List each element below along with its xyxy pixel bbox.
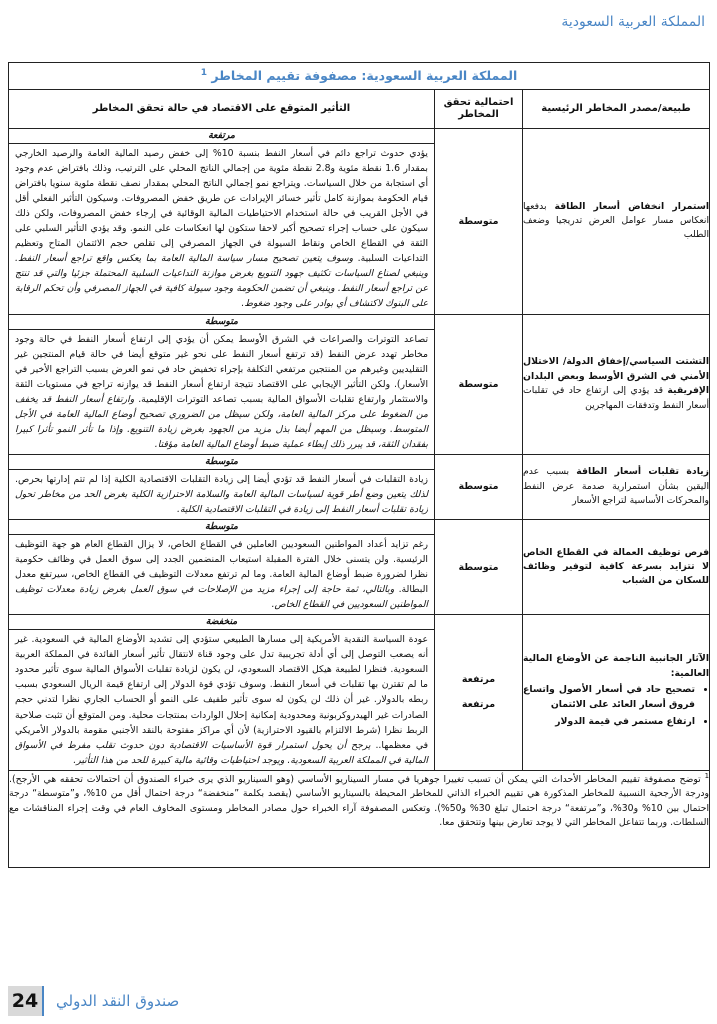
risk-likelihood: متوسطة [435, 314, 523, 454]
risk-impact [9, 129, 435, 315]
table-row [9, 314, 710, 454]
risk-likelihood [435, 615, 523, 770]
risk-bullets [523, 683, 709, 729]
table-row [9, 454, 710, 519]
footnote-text: توضح مصفوفة تقييم المخاطر الأحداث التي يمكن أن تسبب تغييرا جوهريا في مسار السيناريو الأساسي (وهو السيناريو الذي يرى خبراء الصندوق أن احتمالات تحققه هي الأرجح). ودرجة الأرجحية النسبية للمخاطر المذكورة هي تقييم الخبراء الذاتي للمخاطر المحيطة بالسيناريو الأساسي (يقصد بكلمة ”منخفضة“ درجة احتمال أقل من 10%، و”متوسطة“ درجة احتمال بين 10% و30%، و”مرتفعة“ درجة احتمال تبلغ 30% و50%). وتعكس المصفوفة آراء الخبراء حول مصادر المخاطر ومستوى المخاوف العام في وقت إجراء المناقشات مع السلطات. وربما تتفاعل المخاطر التي لا يوجد تعارض بينها وتتحقق معا. [9, 773, 710, 828]
risk-source [523, 520, 710, 615]
impact-level: متوسطة [9, 455, 434, 470]
footer-org: صندوق النقد الدولي [56, 992, 180, 1010]
risk-source [523, 615, 710, 770]
risk-title: فرص توظيف العمالة في القطاع الخاص لا تتزايد بسرعة كافية لتوفير وظائف للسكان من الشباب [523, 546, 710, 587]
impact-policy: يرجح أن يحول استمرار قوة الأساسيات الاقتصادية دون حدوث تقلب مفرط في الأسواق المالية في المملكة العربية السعودية. ويوجد احتياطيات وقائية مالية كبيرة للحد من هذا التأثير. [15, 739, 429, 766]
header-source: طبيعة/مصدر المخاطر الرئيسية [523, 90, 710, 129]
page-number: 24 [8, 986, 44, 1016]
impact-text: عودة السياسة النقدية الأمريكية إلى مسارها الطبيعي ستؤدي إلى تشديد الأوضاع المالية في السعودية. غير أنه يصعب التوصل إلى أي أدلة تجريبية تدل على وجود قناة لانتقال تأثير أسعار الفائدة في المملكة العربية السعودية. فنظرا لطبيعة هيكل الاقتصاد السعودي، لن يكون لزيادة تقلبات الأسواق المالية سوى تأثير محدود ما لم تقترن بها تقلبات في أسعار النفط. وسوف تؤدي قوة الدولار إلى ارتفاع قيمة الريال السعودي بسبب ربطه بالدولار. غير أن ذلك لن يكون له سوى تأثير طفيف على النمو أو الحساب الجاري نظرا لتدني حجم الصادرات غير الهيدروكربونية ومحدودية إمكانية إحلال الواردات بمنتجات محلية. ومن المتوقع أن تثبت صلاحية الربط نظرا (شرط الالتزام بالقيود الاحترازية) لأن أي مراكز مفتوحة بالنقد الأجنبي مقومة بالدولار الأمريكي في معظمها.. [15, 634, 429, 751]
footnote-ref: 1 [200, 68, 208, 79]
risk-likelihood: متوسطة [435, 454, 523, 519]
risk-desc: بدفعها انعكاس مسار عوامل العرض تدريجيا وضعف الطلب [523, 200, 710, 241]
risk-impact [9, 454, 435, 519]
page-header: المملكة العربية السعودية [561, 14, 705, 30]
risk-title: التشتت السياسي/إخفاق الدولة/ الاختلال الأمني في الشرق الأوسط وبعض البلدان الإفريقية [523, 356, 710, 397]
table-row [9, 615, 710, 770]
risk-likelihood: متوسطة [435, 129, 523, 315]
risk-source [523, 314, 710, 454]
impact-text: يؤدي حدوث تراجع دائم في أسعار النفط بنسبة 10% إلى خفض رصيد المالية العامة والرصيد الخارجي بمقدار 1.6 نقطة مئوية و2.8 نقطة مئوية من إجمالي الناتج المحلي على الترتيب، وذلك بافتراض عدم وجود أي استجابة من خلال السياسات. ويتراجع نمو إجمالي الناتج المحلي بمقدار نصف نقطة مئوية سنويا بافتراض قيام الحكومة بموازنة كامل تأثير خسائر الإيرادات عن طريق خفض المصروفات. وسيكون التأثير الفعلي أقل في الأجل القريب في حالة استخدام الاحتياطيات المالية الوقائية في إرجاء خفض المصروفات، ولكن ذلك سيكون على حساب إجراء تصحيح أكبر لاحقا ستكون لها انعكاسات على النمو. وقد يؤدي التأثير السلبي على الثقة في القطاع الخاص ونقاط السيولة في الجهاز المصرفي إلى تقلص حجم الائتمان المتاح وتعظيم التداعيات السلبية. [15, 148, 429, 265]
impact-policy: وبالتالي، ثمة حاجة إلى إجراء مزيد من الإصلاحات في سوق العمل بغرض زيادة معدلات توظيف المواطنين السعوديين في القطاع الخاص. [15, 584, 429, 611]
table-row [9, 520, 710, 615]
risk-impact [9, 520, 435, 615]
risk-desc: بسبب عدم اليقين بشأن استمرارية صدمة عرض النفط والمحركات الأساسية لتراجع الأسعار [523, 466, 710, 507]
list-item: • ارتفاع مستمر في قيمة الدولار [523, 715, 695, 729]
risk-title: زيادة تقلبات أسعار الطاقة [576, 466, 710, 478]
table-row [9, 129, 710, 315]
impact-policy: لذلك يتعين وضع أطر قوية لسياسات المالية العامة والسلامة الاحترازية الكلية بغرض الحد من مخاطر تحول زيادة تقلبات أسعار النفط إلى زيادة في التقلبات الاقتصادية الكلية. [15, 488, 429, 515]
table-title [9, 63, 710, 90]
impact-policy: وسوف يتعين تصحيح مسار سياسة المالية العامة بما يعكس واقع تراجع أسعار النفط. وينبغي لصناع السياسات تكثيف جهود التنويع بغرض موازنة التداعيات السلبية المحتملة جزئيا والتي قد تنتج عن تراجع أسعار النفط. وينبغي أن تضمن الحكومة وجود سيولة كافية في الجهاز المصرفي وأن تحكم الرقابة على البنوك لاكتشاف أي بوادر على وجود ضغوط. [15, 253, 429, 310]
risk-desc: قد يؤدي إلى ارتفاع حاد في تقلبات أسعار النفط وتدفقات المهاجرين [523, 385, 710, 411]
risk-source [523, 129, 710, 315]
impact-level: متوسطة [9, 315, 434, 330]
risk-title: الآثار الجانبية الناجمة عن الأوضاع المالية العالمية: [523, 653, 710, 679]
impact-level: منخفضة [9, 615, 434, 630]
risk-likelihood: متوسطة [435, 520, 523, 615]
likelihood-item: مرتفعة [461, 674, 496, 686]
list-item: • تصحيح حاد في أسعار الأصول واتساع فروق أسعار العائد على الائتمان [523, 683, 695, 712]
impact-text: تصاعد التوترات والصراعات في الشرق الأوسط يمكن أن يؤدي إلى ارتفاع أسعار النفط في حالة وجود مخاطر تهدد عرض النفط (قد ترتفع أسعار النفط على نحو غير متوقع أيضا في حالة قيام المنتجين غير التقليديين وغيرهم من المنتجين مرتفعي التكلفة بإجراء تخفيض حاد في نمو العرض بسبب التراجع الأخير في الأسعار). ولكن التأثير الإيجابي على الاقتصاد نتيجة ارتفاع أسعار النفط قد يوازنه تراجع في مستويات الثقة والاستثمار وارتفاع تقلبات الأسواق المالية بسبب تصاعد التوترات الإقليمية. [15, 333, 429, 405]
risk-title: استمرار انخفاض أسعار الطاقة [554, 200, 710, 212]
risk-source [523, 454, 710, 519]
risk-impact [9, 314, 435, 454]
header-likelihood: احتمالية تحقق المخاطر [435, 90, 523, 129]
table-title-text: المملكة العربية السعودية: مصفوفة تقييم المخاطر [211, 68, 518, 84]
impact-policy: وارتفاع أسعار النفط قد يخفف من الضغوط على مركز المالية العامة، ولكن سيظل من الضروري تصحيح أوضاع المالية العامة في الأجل المتوسط. وسيظل من المهم أيضا بذل مزيد من الجهود بغرض زيادة التنويع. وإذا ما تأثر النمو تأثرا كبيرا بفقدان الثقة، قد يبرر ذلك إبطاء عملية ضبط أوضاع المالية العامة مؤقتا. [15, 393, 429, 450]
risk-impact [9, 615, 435, 770]
impact-text: زيادة التقلبات في أسعار النفط قد تؤدي أيضا إلى زيادة التقلبات الاقتصادية الكلية إذا لم تتم إدارتها بحرص. [15, 473, 429, 485]
impact-level: مرتفعة [9, 129, 434, 144]
footnote [9, 770, 710, 867]
impact-text: رغم تزايد أعداد المواطنين السعوديين العاملين في القطاع الخاص، لا يزال القطاع العام هو جهة التوظيف الرئيسية. ولن يتسنى خلال الفترة المقبلة استيعاب المنضمين الجدد إلى سوق العمل في وظائف حكومية نظرا لضرورة ضبط أوضاع المالية العامة. وما لم ترتفع معدلات التوظيف في القطاع الخاص، سيرتفع معدل البطالة. [15, 539, 429, 596]
likelihood-item: مرتفعة [461, 699, 496, 711]
header-impact: التأثير المتوقع على الاقتصاد في حالة تحقق المخاطر [9, 90, 435, 129]
footnote-mark: 1 [704, 771, 710, 780]
impact-level: متوسطة [9, 520, 434, 535]
risk-assessment-matrix [8, 62, 710, 868]
